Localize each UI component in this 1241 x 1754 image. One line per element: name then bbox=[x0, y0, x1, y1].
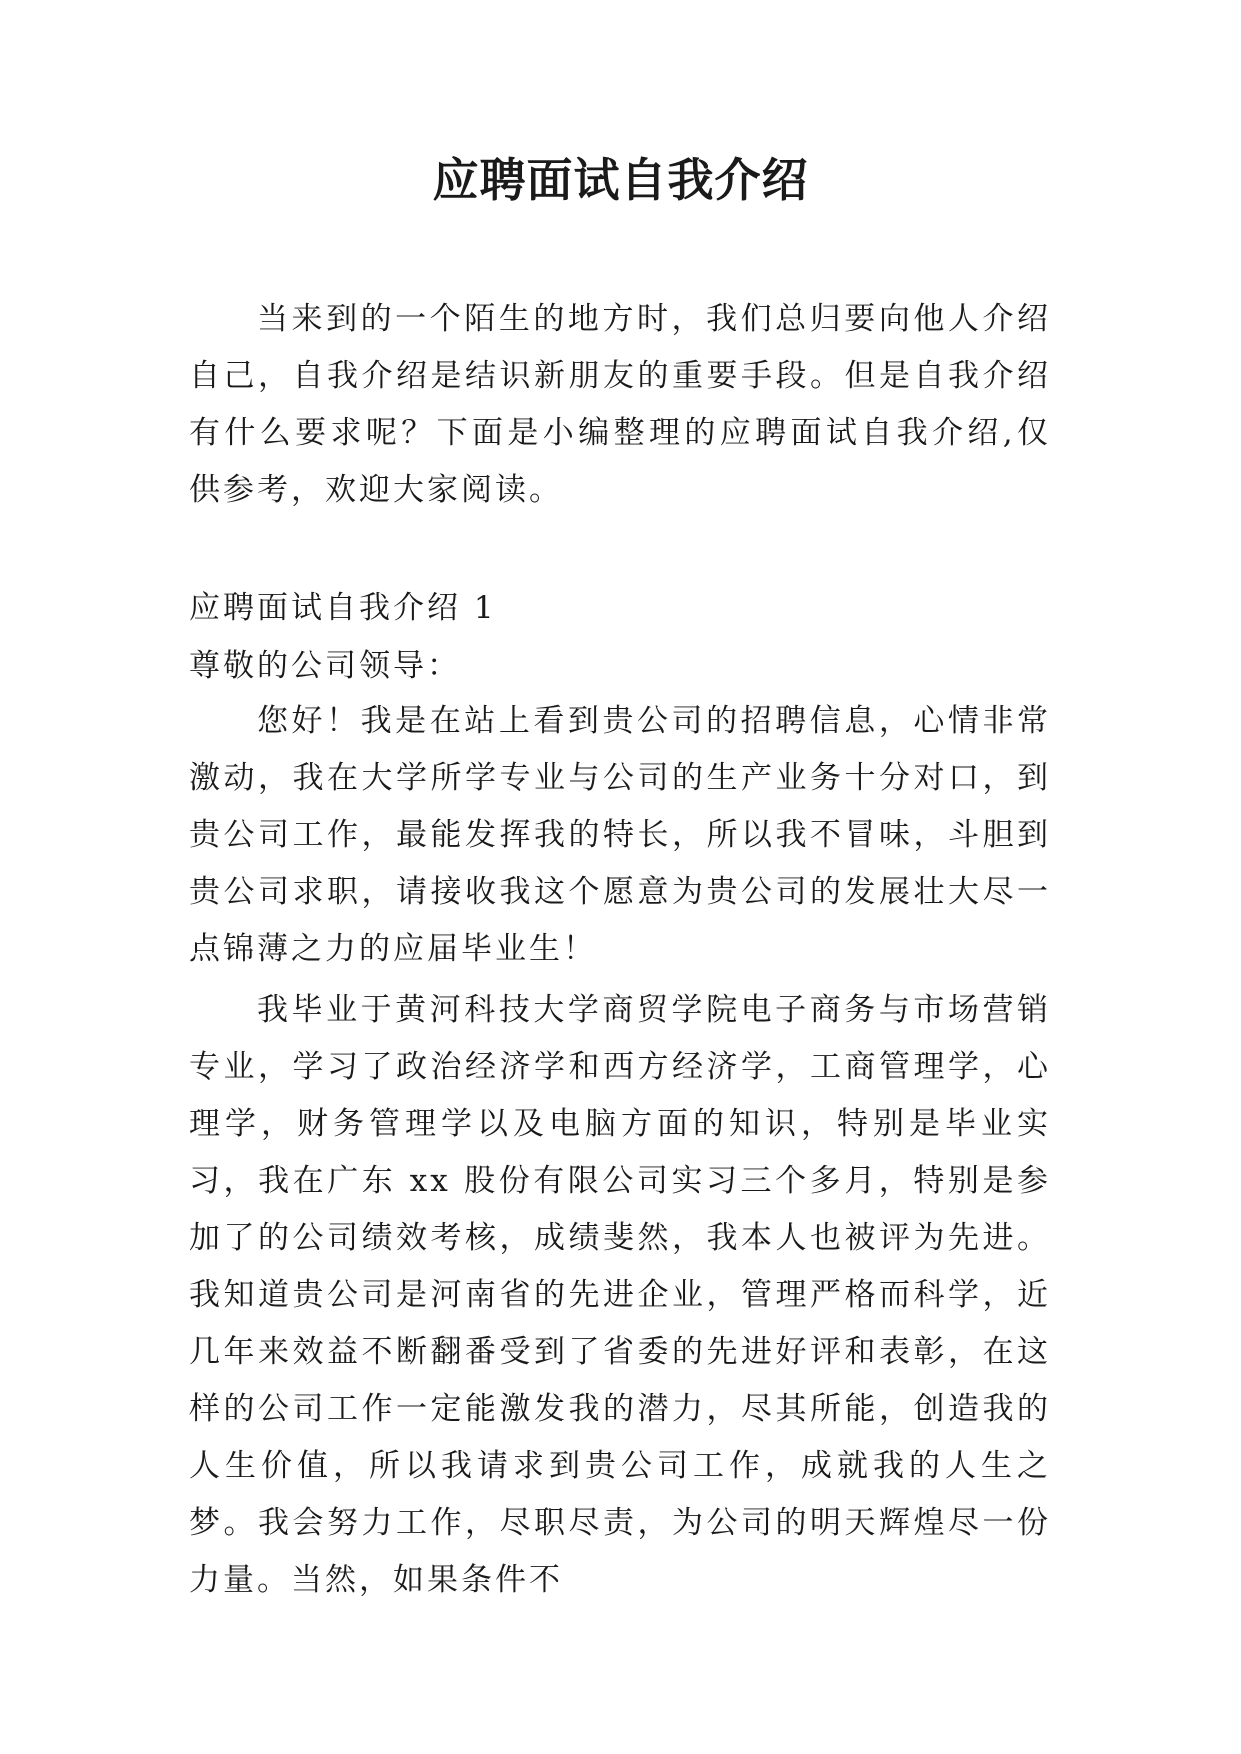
salutation: 尊敬的公司领导： bbox=[189, 648, 461, 684]
section-heading: 应聘面试自我介绍 1 bbox=[189, 590, 497, 626]
body-paragraph-1: 您好！我是在站上看到贵公司的招聘信息，心情非常激动，我在大学所学专业与公司的生产业务十分对口，到贵公司工作，最能发挥我的特长，所以我不冒味，斗胆到贵公司求职，请接收我这个愿意为贵公司的发展壮大尽一点锦薄之力的应届毕业生！ bbox=[189, 703, 1051, 967]
document-title: 应聘面试自我介绍 bbox=[432, 153, 809, 207]
intro-paragraph: 当来到的一个陌生的地方时，我们总归要向他人介绍自己，自我介绍是结识新朋友的重要手段。但是自我介绍有什么要求呢？下面是小编整理的应聘面试自我介绍,仅供参考，欢迎大家阅读。 bbox=[189, 301, 1051, 508]
body-paragraph-2: 我毕业于黄河科技大学商贸学院电子商务与市场营销专业，学习了政治经济学和西方经济学，工商管理学，心理学，财务管理学以及电脑方面的知识，特别是毕业实习，我在广东 xx 股份有限公司实习三个多月，特别是参加了的公司绩效考核，成绩斐然，我本人也被评为先进。我知道贵公司是河南省的先进企业，管理严格而科学，近几年来效益不断翻番受到了省委的先进好评和表彰，在这样的公司工作一定能激发我的潜力，尽其所能，创造我的人生价值，所以我请求到贵公司工作，成就我的人生之梦。我会努力工作，尽职尽责，为公司的明天辉煌尽一份力量。当然，如果条件不 bbox=[189, 992, 1051, 1598]
